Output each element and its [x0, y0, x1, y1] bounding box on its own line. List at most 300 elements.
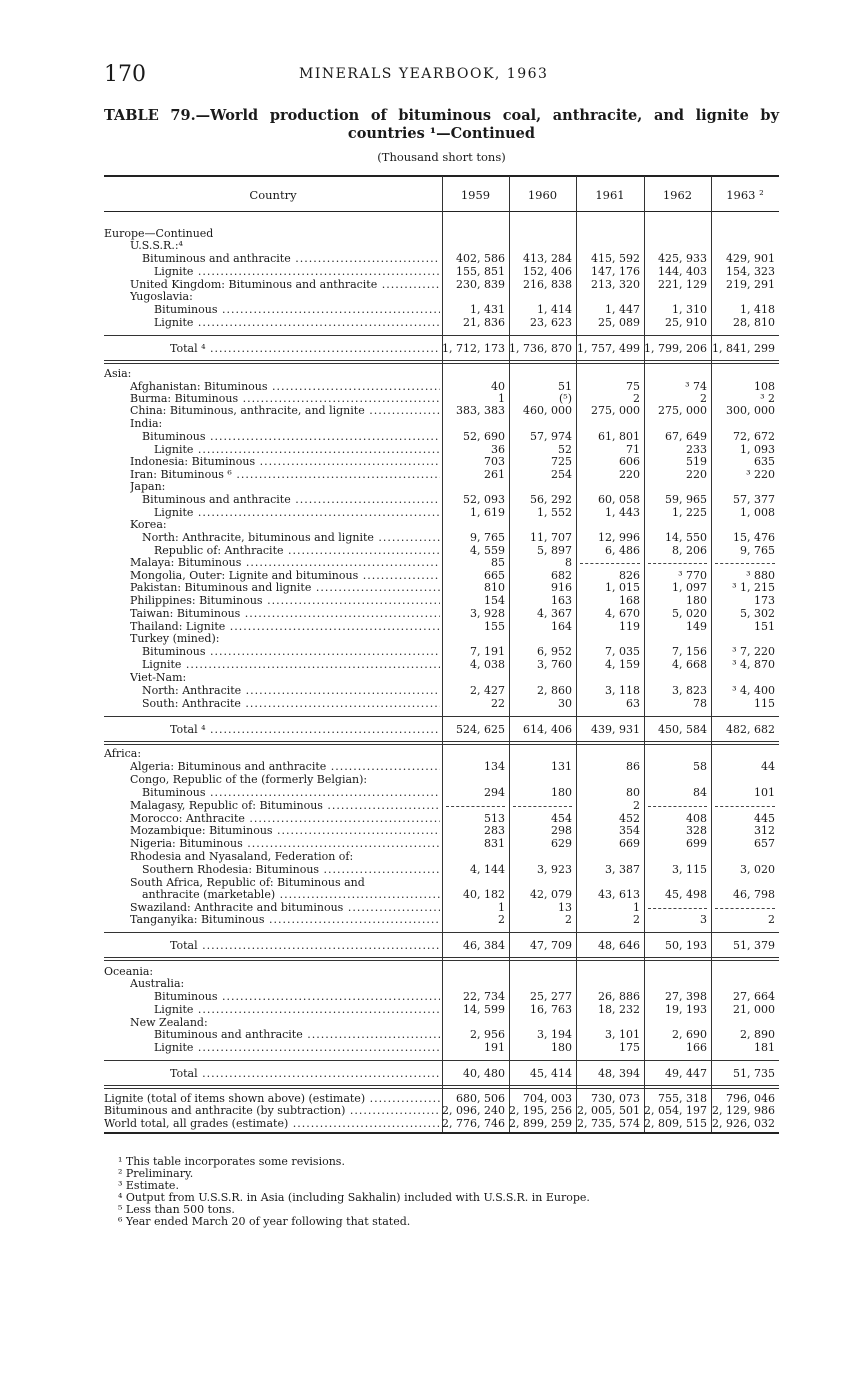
cell-value: 796, 046 [726, 1092, 775, 1105]
cell-value: 294 [484, 786, 505, 799]
row-label: Yugoslavia: [130, 291, 193, 303]
cell-value: 7, 156 [672, 645, 707, 658]
cell-value: ³ 74 [685, 380, 707, 393]
cell-value: 75 [626, 380, 640, 393]
column-header-country: Country [249, 188, 297, 202]
cell-value: 254 [551, 468, 572, 481]
cell-value: 482, 682 [726, 723, 775, 736]
table-group-heading [104, 966, 779, 978]
table-row [104, 608, 779, 620]
cell-value: 60, 058 [598, 493, 640, 506]
cell-value: 8, 206 [672, 544, 707, 557]
cell-value: 18, 232 [598, 1003, 640, 1016]
cell-value: 755, 318 [658, 1092, 707, 1105]
row-label: Philippines: Bituminous ..... [130, 595, 440, 607]
row-label: Bituminous ..... [142, 787, 440, 799]
cell-value: 7, 191 [470, 645, 505, 658]
row-label: Rhodesia and Nyasaland, Federation of: [130, 851, 354, 863]
cell-value: 1, 619 [470, 506, 505, 519]
cell-value: 831 [484, 837, 505, 850]
table-row [104, 253, 779, 265]
table-row [104, 532, 779, 544]
cell-value: 1 [498, 392, 505, 405]
cell-value: 21, 000 [733, 1003, 775, 1016]
cell-value: ³ 2 [760, 392, 775, 405]
cell-value: 57, 377 [733, 493, 775, 506]
table-row [104, 838, 779, 850]
cell-value: 78 [693, 697, 707, 710]
table-row [104, 889, 779, 901]
row-label: North: Anthracite, bituminous and lignite ..... [142, 532, 440, 544]
cell-value: 2, 005, 501 [577, 1104, 640, 1117]
cell-value: 665 [484, 569, 505, 582]
table-row [104, 1029, 779, 1041]
row-label: China: Bituminous, anthracite, and lignite ..... [130, 405, 440, 417]
cell-value: 2, 690 [672, 1028, 707, 1041]
table-group-heading [104, 291, 779, 303]
cell-value: 445 [754, 812, 775, 825]
cell-value: 1, 799, 206 [644, 342, 707, 355]
cell-value: 25, 277 [530, 990, 572, 1003]
cell-value: 63 [626, 697, 640, 710]
cell-value: 1 [498, 901, 505, 914]
cell-value: 180 [551, 1041, 572, 1054]
row-label: Europe—Continued [104, 228, 214, 240]
cell-value: 147, 176 [591, 265, 640, 278]
row-label: Bituminous and anthracite ..... [154, 1029, 440, 1041]
cell-value: 1, 712, 173 [442, 342, 505, 355]
table-group-heading [104, 228, 779, 240]
table-group-heading [104, 519, 779, 531]
cell-value: 2, 890 [740, 1028, 775, 1041]
row-label: Lignite ..... [154, 444, 440, 456]
cell-value: 1, 015 [605, 581, 640, 594]
cell-value: 3 [700, 913, 707, 926]
cell-value: 5, 302 [740, 607, 775, 620]
row-label: Morocco: Anthracite ..... [130, 813, 440, 825]
table-row [104, 685, 779, 697]
cell-value: 408 [686, 812, 707, 825]
table-group-heading [104, 418, 779, 430]
page-header [104, 62, 779, 86]
cell-value: 2, 054, 197 [644, 1104, 707, 1117]
cell-value: 725 [551, 455, 572, 468]
cell-value: 452 [619, 812, 640, 825]
table-row [104, 825, 779, 837]
cell-value: 3, 118 [605, 684, 640, 697]
cell-value: 180 [551, 786, 572, 799]
cell-value: 26, 886 [598, 990, 640, 1003]
cell-value: 730, 073 [591, 1092, 640, 1105]
cell-value: 3, 823 [672, 684, 707, 697]
row-label: Taiwan: Bituminous ..... [130, 608, 440, 620]
cell-value: 52 [558, 443, 572, 456]
footnote: ³ Estimate. [118, 1179, 179, 1192]
table-row [104, 813, 779, 825]
total-rule-above [104, 932, 779, 933]
cell-value: 2, 735, 574 [577, 1117, 640, 1130]
cell-value: 51 [558, 380, 572, 393]
cell-value: 1, 093 [740, 443, 775, 456]
cell-value: 450, 584 [658, 723, 707, 736]
cell-value: 43, 613 [598, 888, 640, 901]
cell-value: 52, 690 [463, 430, 505, 443]
cell-value: 519 [686, 455, 707, 468]
cell-value: ³ 4, 870 [732, 658, 775, 671]
row-label: Total ⁴ ..... [170, 343, 440, 355]
total-rule-below [104, 360, 779, 364]
cell-value: 48, 394 [598, 1067, 640, 1080]
cell-value: 42, 079 [530, 888, 572, 901]
row-label: Bituminous ..... [142, 431, 440, 443]
cell-value: 328 [686, 824, 707, 837]
table-group-heading [104, 774, 779, 786]
cell-value: 2 [700, 392, 707, 405]
total-rule-above [104, 1060, 779, 1061]
cell-value: 71 [626, 443, 640, 456]
cell-value: 213, 320 [591, 278, 640, 291]
cell-value: 8 [565, 556, 572, 569]
row-label: Malagasy, Republic of: Bituminous ..... [130, 800, 440, 812]
row-label: World total, all grades (estimate) ..... [104, 1118, 440, 1130]
cell-value: 1, 757, 499 [577, 342, 640, 355]
table-title-line-2: countries ¹—Continued [347, 125, 536, 142]
cell-value: 682 [551, 569, 572, 582]
cell-value: 9, 765 [740, 544, 775, 557]
cell-value: 144, 403 [658, 265, 707, 278]
row-label: U.S.S.R.:⁴ [130, 240, 183, 252]
column-header-1963: 1963 ² [726, 188, 764, 202]
table-row [104, 595, 779, 607]
column-header-1962: 1962 [662, 188, 693, 202]
cell-value: 415, 592 [591, 252, 640, 265]
cell-value: 13 [558, 901, 572, 914]
cell-value: 826 [619, 569, 640, 582]
table-group-heading [104, 978, 779, 990]
cell-value: 175 [619, 1041, 640, 1054]
table-row [104, 304, 779, 316]
empty-cell-dash [715, 563, 775, 564]
cell-value: 152, 406 [523, 265, 572, 278]
table-row [104, 494, 779, 506]
cell-value: 283 [484, 824, 505, 837]
cell-value: 48, 646 [598, 939, 640, 952]
row-label: Oceania: [104, 966, 154, 978]
total-rule-above [104, 716, 779, 717]
cell-value: 513 [484, 812, 505, 825]
cell-value: 46, 384 [463, 939, 505, 952]
cell-value: 151 [754, 620, 775, 633]
cell-value: 27, 398 [665, 990, 707, 1003]
cell-value: 2 [565, 913, 572, 926]
cell-value: 40 [491, 380, 505, 393]
row-label: Africa: [104, 748, 142, 760]
row-label: Congo, Republic of the (formerly Belgian): [130, 774, 368, 786]
cell-value: 11, 707 [530, 531, 572, 544]
empty-cell-dash [648, 563, 707, 564]
cell-value: 635 [754, 455, 775, 468]
cell-value: 4, 668 [672, 658, 707, 671]
cell-value: 429, 901 [726, 252, 775, 265]
column-header-1959: 1959 [460, 188, 491, 202]
cell-value: 163 [551, 594, 572, 607]
cell-value: 2 [633, 799, 640, 812]
cell-value: 354 [619, 824, 640, 837]
cell-value: 230, 839 [456, 278, 505, 291]
row-label: Bituminous and anthracite ..... [142, 494, 440, 506]
table-group-heading [104, 748, 779, 760]
cell-value: 916 [551, 581, 572, 594]
cell-value: 51, 379 [733, 939, 775, 952]
row-label: Lignite ..... [154, 266, 440, 278]
cell-value: 23, 623 [530, 316, 572, 329]
total-rule-above [104, 335, 779, 336]
cell-value: 1, 418 [740, 303, 775, 316]
cell-value: ³ 770 [678, 569, 707, 582]
cell-value: 101 [754, 786, 775, 799]
cell-value: 2, 809, 515 [644, 1117, 707, 1130]
cell-value: 84 [693, 786, 707, 799]
row-label: North: Anthracite ..... [142, 685, 440, 697]
cell-value: 16, 763 [530, 1003, 572, 1016]
cell-value: 383, 383 [456, 404, 505, 417]
cell-value: 221, 129 [658, 278, 707, 291]
cell-value: 154 [484, 594, 505, 607]
row-label: South Africa, Republic of: Bituminous and [130, 877, 365, 889]
cell-value: 7, 035 [605, 645, 640, 658]
row-label: Republic of: Anthracite ..... [154, 545, 440, 557]
footnote: ⁶ Year ended March 20 of year following that stated. [118, 1215, 411, 1228]
cell-value: 669 [619, 837, 640, 850]
row-label: Asia: [104, 368, 132, 380]
table-title [104, 107, 779, 143]
cell-value: 168 [619, 594, 640, 607]
cell-value: 4, 159 [605, 658, 640, 671]
footnote: ⁴ Output from U.S.S.R. in Asia (including Sakhalin) included with U.S.S.R. in Europe. [118, 1191, 590, 1204]
table-group-heading [104, 481, 779, 493]
cell-value: 67, 649 [665, 430, 707, 443]
cell-value: 4, 144 [470, 863, 505, 876]
cell-value: 3, 101 [605, 1028, 640, 1041]
page-number: 170 [104, 62, 146, 87]
cell-value: 164 [551, 620, 572, 633]
cell-value: 59, 965 [665, 493, 707, 506]
row-label: Total ..... [170, 1068, 440, 1080]
cell-value: 2 [633, 913, 640, 926]
cell-value: 275, 000 [658, 404, 707, 417]
cell-value: 155, 851 [456, 265, 505, 278]
cell-value: 2, 776, 746 [442, 1117, 505, 1130]
cell-value: 216, 838 [523, 278, 572, 291]
table-group-heading [104, 633, 779, 645]
cell-value: 47, 709 [530, 939, 572, 952]
row-label: anthracite (marketable) ..... [142, 889, 440, 901]
cell-value: 166 [686, 1041, 707, 1054]
cell-value: 6, 952 [537, 645, 572, 658]
table-row [104, 1105, 779, 1117]
cell-value: 2, 129, 986 [712, 1104, 775, 1117]
cell-value: 40, 182 [463, 888, 505, 901]
cell-value: 27, 664 [733, 990, 775, 1003]
table-row [104, 343, 779, 355]
cell-value: ³ 7, 220 [732, 645, 775, 658]
cell-value: 50, 193 [665, 939, 707, 952]
table-row [104, 279, 779, 291]
cell-value: 9, 765 [470, 531, 505, 544]
row-label: Mongolia, Outer: Lignite and bituminous ..... [130, 570, 440, 582]
cell-value: 25, 089 [598, 316, 640, 329]
cell-value: 86 [626, 760, 640, 773]
table-row [104, 864, 779, 876]
cell-value: 300, 000 [726, 404, 775, 417]
cell-value: 56, 292 [530, 493, 572, 506]
row-label: Thailand: Lignite ..... [130, 621, 440, 633]
cell-value: 312 [754, 824, 775, 837]
cell-value: 85 [491, 556, 505, 569]
cell-value: 233 [686, 443, 707, 456]
table-row [104, 940, 779, 952]
cell-value: 191 [484, 1041, 505, 1054]
cell-value: 454 [551, 812, 572, 825]
column-header-1961: 1961 [595, 188, 625, 202]
cell-value: 1, 841, 299 [712, 342, 775, 355]
cell-value: 1, 008 [740, 506, 775, 519]
cell-value: 52, 093 [463, 493, 505, 506]
row-label: Pakistan: Bituminous and lignite ..... [130, 582, 440, 594]
cell-value: 1, 736, 870 [509, 342, 572, 355]
cell-value: 680, 506 [456, 1092, 505, 1105]
cell-value: 173 [754, 594, 775, 607]
cell-value: 1, 097 [672, 581, 707, 594]
empty-cell-dash [513, 806, 572, 807]
table-title-line-1: TABLE 79.—World production of bituminous coal, anthracite, and lignite by [104, 107, 779, 124]
cell-value: 19, 193 [665, 1003, 707, 1016]
cell-value: 699 [686, 837, 707, 850]
cell-value: 3, 020 [740, 863, 775, 876]
row-label: Australia: [130, 978, 185, 990]
total-rule-below [104, 957, 779, 961]
row-label: Viet-Nam: [130, 672, 187, 684]
cell-value: 12, 996 [598, 531, 640, 544]
cell-value: ³ 4, 400 [732, 684, 775, 697]
table-row [104, 469, 779, 481]
cell-value: 413, 284 [523, 252, 572, 265]
table-row [104, 405, 779, 417]
cell-value: 149 [686, 620, 707, 633]
cell-value: 524, 625 [456, 723, 505, 736]
row-label: Bituminous ..... [154, 991, 440, 1003]
cell-value: 155 [484, 620, 505, 633]
cell-value: 606 [619, 455, 640, 468]
cell-value: 3, 923 [537, 863, 572, 876]
table-row [104, 1042, 779, 1054]
row-label: Bituminous and anthracite ..... [142, 253, 440, 265]
cell-value: 2 [633, 392, 640, 405]
row-label: New Zealand: [130, 1017, 208, 1029]
row-label: Southern Rhodesia: Bituminous ..... [142, 864, 440, 876]
table-row [104, 787, 779, 799]
footnote: ¹ This table incorporates some revisions. [118, 1155, 345, 1168]
cell-value: 220 [619, 468, 640, 481]
row-label: Lignite ..... [154, 1042, 440, 1054]
cell-value: 2, 899, 259 [509, 1117, 572, 1130]
table-row [104, 761, 779, 773]
row-label: Swaziland: Anthracite and bituminous ..... [130, 902, 440, 914]
cell-value: 4, 367 [537, 607, 572, 620]
empty-cell-dash [715, 806, 775, 807]
row-label: South: Anthracite ..... [142, 698, 440, 710]
cell-value: 1, 431 [470, 303, 505, 316]
running-title: MINERALS YEARBOOK, 1963 [299, 66, 549, 82]
row-label: United Kingdom: Bituminous and anthracite ..... [130, 279, 440, 291]
cell-value: 1, 310 [672, 303, 707, 316]
cell-value: 275, 000 [591, 404, 640, 417]
table-row [104, 621, 779, 633]
row-label: Lignite ..... [142, 659, 440, 671]
row-label: Total ..... [170, 940, 440, 952]
cell-value: 2, 427 [470, 684, 505, 697]
table-group-heading [104, 672, 779, 684]
row-label: Bituminous ..... [142, 646, 440, 658]
cell-value: 181 [754, 1041, 775, 1054]
table-row [104, 1118, 779, 1130]
row-label: Iran: Bituminous ⁶ ..... [130, 469, 440, 481]
row-label: Nigeria: Bituminous ..... [130, 838, 440, 850]
cell-value: 439, 931 [591, 723, 640, 736]
table-row [104, 991, 779, 1003]
cell-value: 46, 798 [733, 888, 775, 901]
cell-value: 2, 926, 032 [712, 1117, 775, 1130]
cell-value: 1, 552 [537, 506, 572, 519]
cell-value: 57, 974 [530, 430, 572, 443]
cell-value: 28, 810 [733, 316, 775, 329]
table-row [104, 456, 779, 468]
table-row [104, 545, 779, 557]
row-label: Lignite ..... [154, 317, 440, 329]
row-label: India: [130, 418, 163, 430]
row-label: Japan: [130, 481, 166, 493]
cell-value: (⁵) [559, 392, 572, 405]
cell-value: 1 [633, 901, 640, 914]
table-row [104, 266, 779, 278]
cell-value: 425, 933 [658, 252, 707, 265]
table-row [104, 582, 779, 594]
cell-value: 460, 000 [523, 404, 572, 417]
table-units: (Thousand short tons) [377, 150, 506, 164]
row-label: Lignite ..... [154, 507, 440, 519]
table-row [104, 1068, 779, 1080]
cell-value: 15, 476 [733, 531, 775, 544]
table-row [104, 444, 779, 456]
empty-cell-dash [715, 908, 775, 909]
cell-value: 1, 225 [672, 506, 707, 519]
cell-value: 4, 670 [605, 607, 640, 620]
cell-value: 80 [626, 786, 640, 799]
cell-value: 298 [551, 824, 572, 837]
cell-value: 154, 323 [726, 265, 775, 278]
cell-value: 25, 910 [665, 316, 707, 329]
cell-value: 3, 194 [537, 1028, 572, 1041]
cell-value: ³ 220 [746, 468, 775, 481]
row-label: Burma: Bituminous ..... [130, 393, 440, 405]
empty-cell-dash [648, 908, 707, 909]
cell-value: 22 [491, 697, 505, 710]
cell-value: 61, 801 [598, 430, 640, 443]
cell-value: 2, 860 [537, 684, 572, 697]
cell-value: 402, 586 [456, 252, 505, 265]
cell-value: 51, 735 [733, 1067, 775, 1080]
cell-value: 36 [491, 443, 505, 456]
